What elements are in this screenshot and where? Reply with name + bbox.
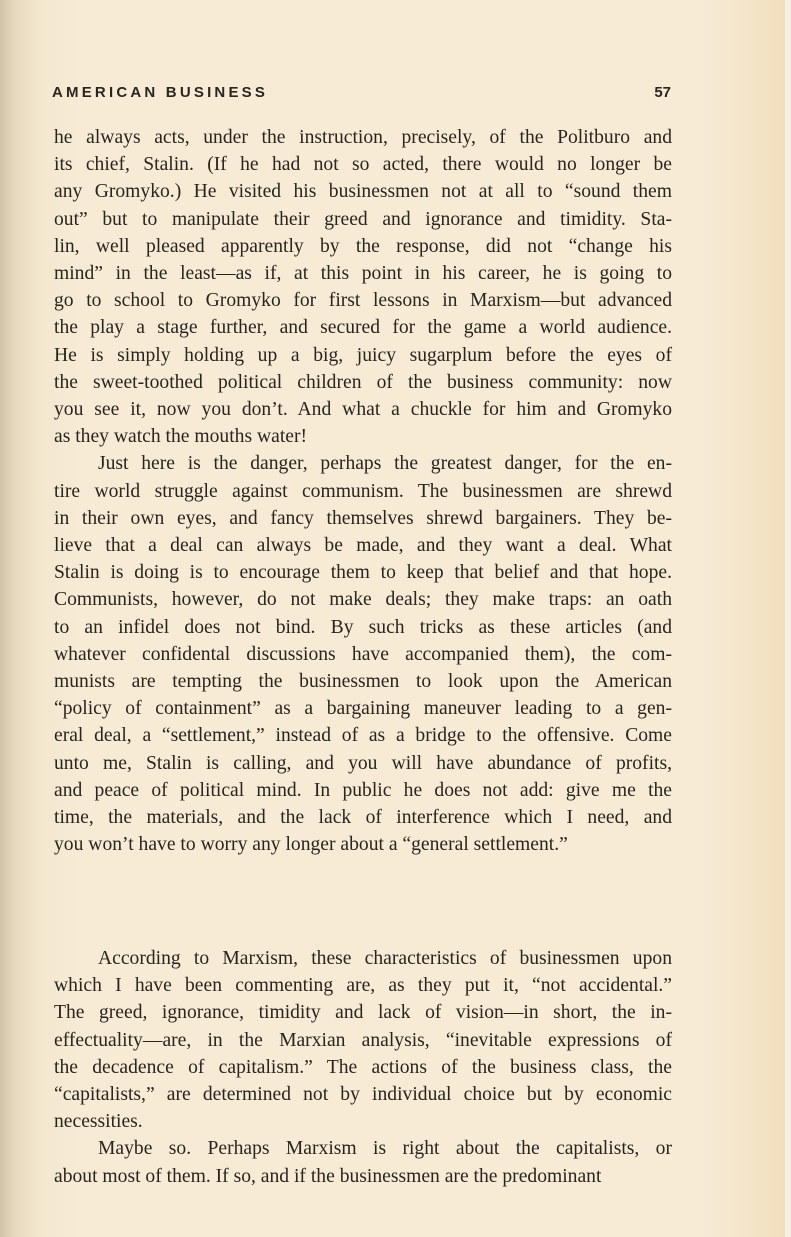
text-line: about most of them. If so, and if the businessmen are the predominant bbox=[54, 1165, 602, 1187]
paragraph bbox=[54, 450, 672, 858]
body-text-section-1 bbox=[54, 124, 672, 858]
text-line: which I have been commenting are, as they put it, “not accidental.” bbox=[54, 975, 672, 997]
text-line: out” but to manipulate their greed and ignorance and timidity. Sta- bbox=[54, 208, 672, 230]
paragraph bbox=[54, 124, 672, 450]
paragraph bbox=[54, 945, 672, 1135]
text-line: mind” in the least—as if, at this point in his career, he is going to bbox=[54, 263, 672, 285]
text-line: and peace of political mind. In public he does not add: give me the bbox=[54, 779, 672, 801]
running-head: AMERICAN BUSINESS bbox=[52, 84, 269, 101]
text-line: tire world struggle against communism. The businessmen are shrewd bbox=[54, 480, 672, 502]
text-line: to an infidel does not bind. By such tricks as these articles (and bbox=[54, 616, 672, 638]
text-line: lin, well pleased apparently by the response, did not “change his bbox=[54, 235, 672, 257]
text-line: lieve that a deal can always be made, and they want a deal. What bbox=[54, 535, 672, 557]
page-header bbox=[52, 84, 671, 101]
text-line: the sweet-toothed political children of the business community: now bbox=[54, 371, 672, 393]
text-line: you won’t have to worry any longer about a “general settlement.” bbox=[54, 834, 568, 856]
text-line: go to school to Gromyko for first lessons in Marxism—but advanced bbox=[54, 290, 672, 312]
text-line: effectuality—are, in the Marxian analysis, “inevitable expressions of bbox=[54, 1029, 672, 1051]
page-number: 57 bbox=[654, 84, 671, 101]
text-line: whatever confidental discussions have accompanied them), the com- bbox=[54, 643, 672, 665]
text-line: Communists, however, do not make deals; they make traps: an oath bbox=[54, 589, 672, 611]
text-line: the play a stage further, and secured for the game a world audience. bbox=[54, 317, 672, 339]
text-line: necessities. bbox=[54, 1111, 143, 1133]
text-line: The greed, ignorance, timidity and lack of vision—in short, the in- bbox=[54, 1002, 672, 1024]
text-line: Maybe so. Perhaps Marxism is right about the capitalists, or bbox=[98, 1138, 672, 1160]
text-line: Stalin is doing is to encourage them to keep that belief and that hope. bbox=[54, 562, 672, 584]
text-line: unto me, Stalin is calling, and you will have abundance of profits, bbox=[54, 752, 672, 774]
text-line: eral deal, a “settlement,” instead of as a bridge to the offensive. Come bbox=[54, 725, 672, 747]
text-line: you see it, now you don’t. And what a chuckle for him and Gromyko bbox=[54, 399, 672, 421]
text-line: He is simply holding up a big, juicy sugarplum before the eyes of bbox=[54, 344, 672, 366]
text-line: any Gromyko.) He visited his businessmen not at all to “sound them bbox=[54, 181, 672, 203]
text-line: “capitalists,” are determined not by individual choice but by economic bbox=[54, 1084, 672, 1106]
text-line: “policy of containment” as a bargaining maneuver leading to a gen- bbox=[54, 698, 672, 720]
text-line: in their own eyes, and fancy themselves shrewd bargainers. They be- bbox=[54, 507, 672, 529]
text-line: the decadence of capitalism.” The actions of the business class, the bbox=[54, 1056, 672, 1078]
text-line: its chief, Stalin. (If he had not so acted, there would no longer be bbox=[54, 154, 672, 176]
text-line: munists are tempting the businessmen to look upon the American bbox=[54, 671, 672, 693]
paragraph bbox=[54, 1135, 672, 1189]
body-text-section-2 bbox=[54, 945, 672, 1190]
text-line: as they watch the mouths water! bbox=[54, 426, 308, 448]
text-line: he always acts, under the instruction, precisely, of the Politburo and bbox=[54, 127, 672, 148]
text-line: Just here is the danger, perhaps the greatest danger, for the en- bbox=[98, 453, 672, 475]
text-line: time, the materials, and the lack of interference which I need, and bbox=[54, 807, 672, 829]
text-line: According to Marxism, these characteristics of businessmen upon bbox=[98, 948, 672, 969]
